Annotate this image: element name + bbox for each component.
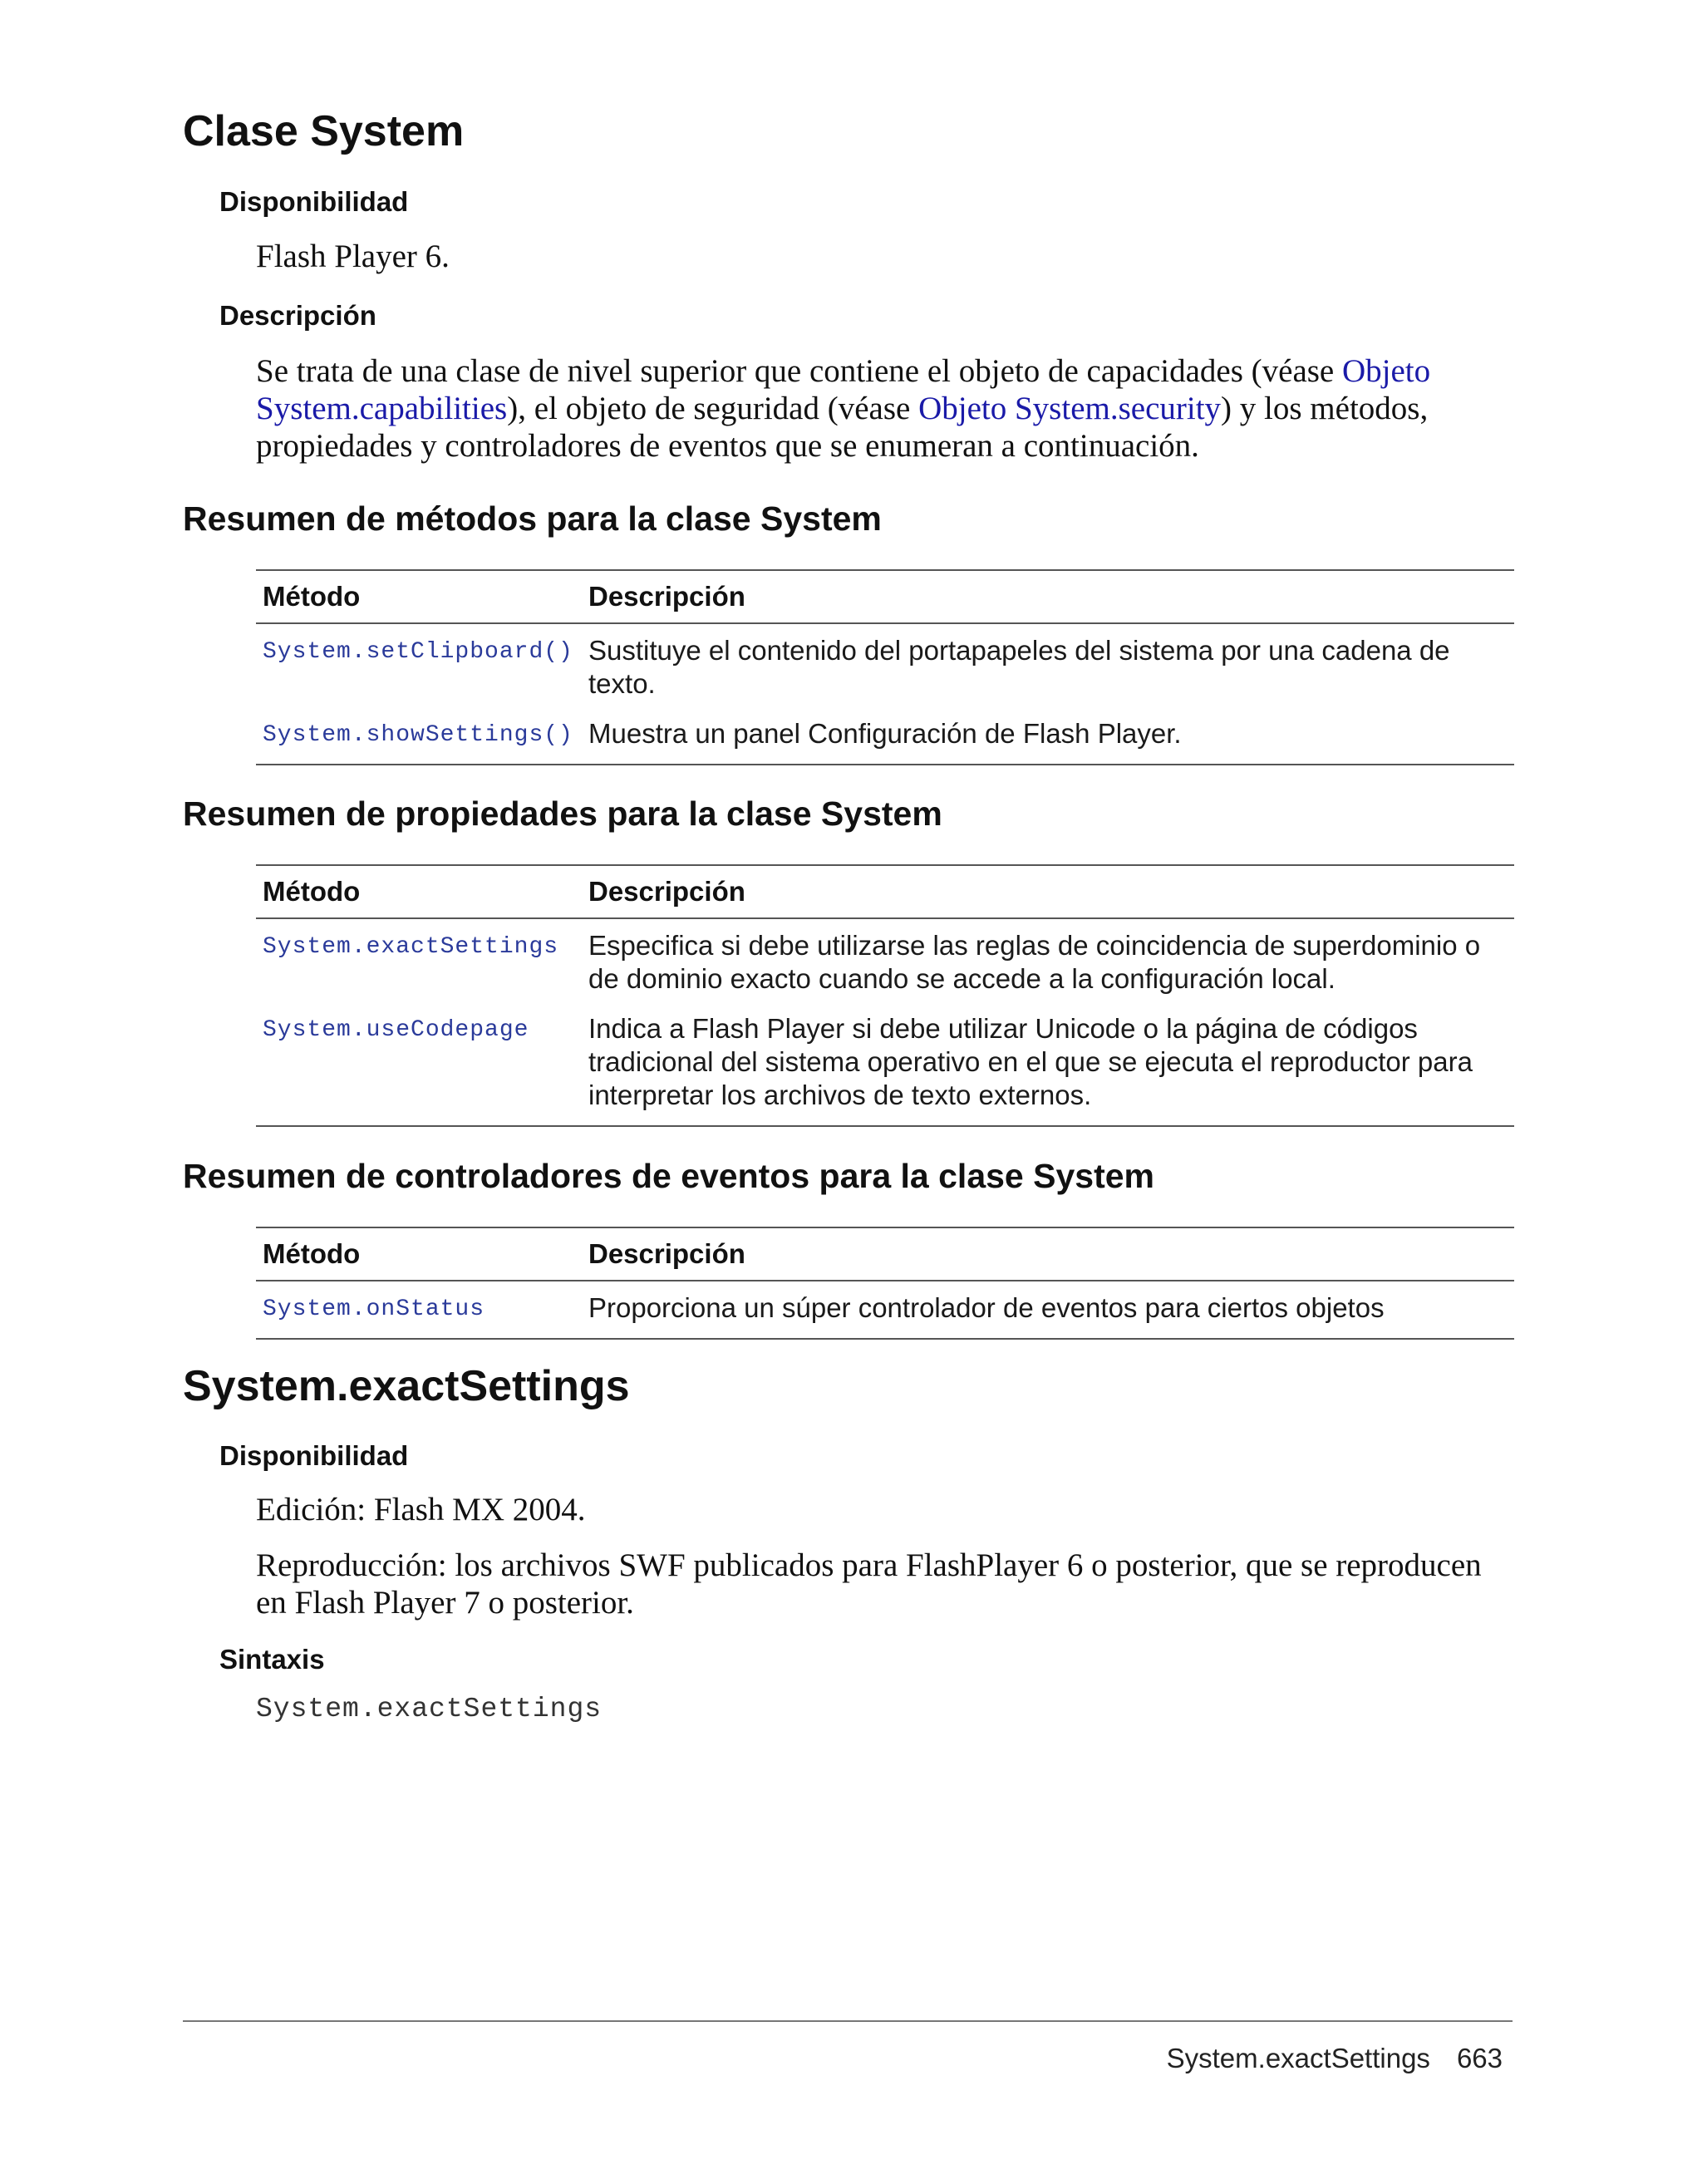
properties-table <box>256 864 1514 1127</box>
table-header <box>256 571 1514 624</box>
event-description: Proporciona un súper controlador de eventos para ciertos objetos <box>588 1292 1385 1323</box>
capabilities-link[interactable]: Objeto System.capabilities <box>256 353 1431 426</box>
column-header-method: Método <box>263 1238 361 1269</box>
description-heading: Descripción <box>219 300 376 331</box>
description-text: ), el objeto de seguridad (véase <box>507 391 919 426</box>
column-header-method: Método <box>263 581 361 612</box>
method-link[interactable]: System.showSettings() <box>263 722 573 748</box>
syntax-code: System.exactSettings <box>256 1694 603 1724</box>
playback-text: Reproducción: los archivos SWF publicados para FlashPlayer 6 o posterior, que se reproducen en Flash Player 7 o posterior. <box>256 1547 1482 1621</box>
property-link[interactable]: System.useCodepage <box>263 1017 529 1043</box>
description-paragraph <box>256 352 1519 465</box>
methods-table <box>256 569 1514 765</box>
table-header <box>256 1228 1514 1281</box>
event-link[interactable]: System.onStatus <box>263 1296 485 1322</box>
table-row <box>256 1009 1514 1125</box>
syntax-heading: Sintaxis <box>219 1644 325 1675</box>
methods-summary-title: Resumen de métodos para la clase System <box>183 499 882 538</box>
property-description: Indica a Flash Player si debe utilizar Unicode o la página de códigos tradicional del sistema operativo en el que se ejecuta el reproductor para interpretar los archivos de texto externos. <box>588 1013 1473 1110</box>
table-row <box>256 919 1514 1009</box>
table-row <box>256 714 1514 764</box>
property-description: Especifica si debe utilizarse las reglas de coincidencia de superdominio o de dominio exacto cuando se accede a la configuración local. <box>588 930 1481 994</box>
description-text: Se trata de una clase de nivel superior que contiene el objeto de capacidades (véase <box>256 353 1342 389</box>
method-link[interactable]: System.setClipboard() <box>263 639 573 665</box>
table-header <box>256 866 1514 919</box>
description-text: ) y los métodos, propiedades y controladores de eventos que se enumeran a continuación. <box>256 391 1429 464</box>
column-header-description: Descripción <box>588 876 745 907</box>
events-summary-title: Resumen de controladores de eventos para la clase System <box>183 1157 1154 1195</box>
events-table <box>256 1227 1514 1340</box>
column-header-description: Descripción <box>588 1238 745 1269</box>
edition-text: Edición: Flash MX 2004. <box>256 1492 586 1527</box>
page-footer <box>1167 2043 1503 2074</box>
column-header-description: Descripción <box>588 581 745 612</box>
method-description: Muestra un panel Configuración de Flash Player. <box>588 718 1182 749</box>
availability-heading: Disponibilidad <box>219 1440 409 1471</box>
column-header-method: Método <box>263 876 361 907</box>
properties-summary-title: Resumen de propiedades para la clase System <box>183 794 942 833</box>
property-link[interactable]: System.exactSettings <box>263 934 559 960</box>
property-title: System.exactSettings <box>183 1362 630 1410</box>
page-number: 663 <box>1456 2043 1503 2073</box>
availability-text: Flash Player 6. <box>256 239 450 274</box>
security-link[interactable]: Objeto System.security <box>918 391 1222 426</box>
class-title: Clase System <box>183 107 465 155</box>
table-row <box>256 624 1514 714</box>
method-description: Sustituye el contenido del portapapeles del sistema por una cadena de texto. <box>588 635 1450 699</box>
availability-heading: Disponibilidad <box>219 186 409 217</box>
footer-divider <box>183 2020 1513 2022</box>
table-row <box>256 1281 1514 1338</box>
footer-section-name: System.exactSettings <box>1166 2043 1430 2073</box>
